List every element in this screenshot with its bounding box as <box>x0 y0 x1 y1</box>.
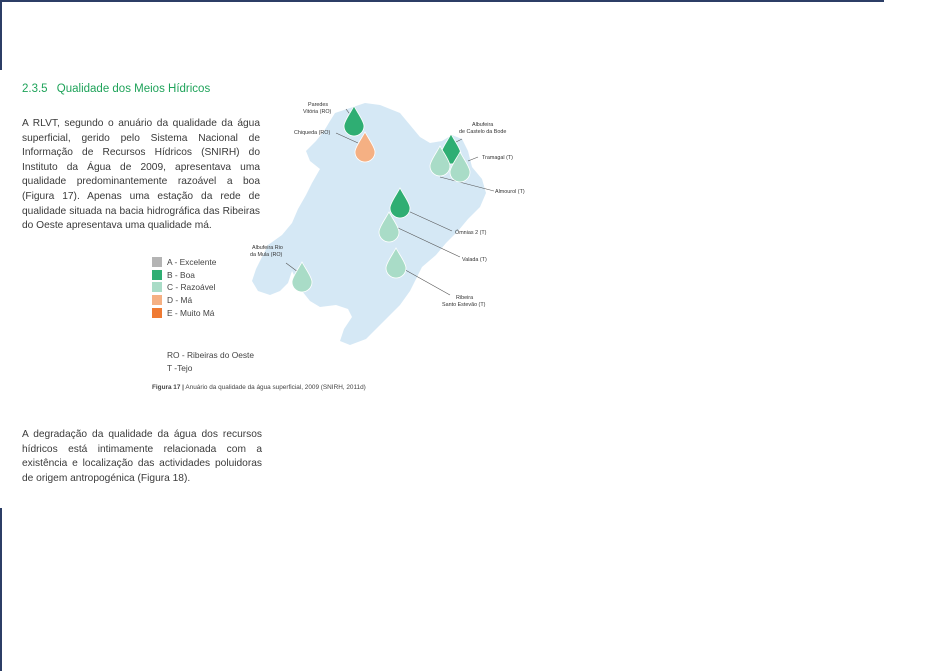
station-label-tramagal: Tramagal (T) <box>482 155 513 161</box>
figure-number: Figura 17 | <box>152 384 184 391</box>
legend-swatch <box>152 308 162 318</box>
station-label-castelo-bode: Albufeira de Castelo da Bode <box>459 122 507 135</box>
legend-swatch <box>152 257 162 267</box>
caption-text: Anuário da qualidade da água superficial, 2009 (SNIRH, 2011d) <box>185 384 366 391</box>
legend-swatch <box>152 295 162 305</box>
station-label-almourol: Almourol (T) <box>495 189 525 195</box>
legend-label: E - Muito Má <box>167 307 215 318</box>
abbreviations-list <box>167 349 254 375</box>
legend-swatch <box>152 282 162 292</box>
section-heading <box>22 83 210 95</box>
legend-label: A - Excelente <box>167 257 217 268</box>
abbreviation-t: T -Tejo <box>167 362 193 373</box>
station-label-valada: Valada (T) <box>462 257 487 263</box>
section-title: Qualidade dos Meios Hídricos <box>56 83 211 95</box>
abbreviation-ro: RO - Ribeiras do Oeste <box>167 350 255 360</box>
legend-swatch <box>152 270 162 280</box>
legend-label: D - Má <box>167 295 193 306</box>
station-label-paredes: Paredes Vitória (RO) <box>303 102 332 115</box>
water-quality-map <box>240 95 540 355</box>
legend-item <box>152 269 216 282</box>
legend-label: B - Boa <box>167 269 195 280</box>
body-paragraph-2: A degradação da qualidade da água dos recursos hídricos está intimamente relacionada com a existência e localização das actividades poluidoras de origem antropogénica (Figura 18). <box>22 429 262 484</box>
legend-item <box>152 256 216 269</box>
station-label-chiqueda: Chiqueda (RO) <box>294 130 331 136</box>
figure-caption <box>152 384 366 391</box>
body-paragraph-1: A RLVT, segundo o anuário da qualidade da água superficial, gerido pelo Sistema Nacional de Informação de Recursos Hídricos (SNIRH) do Instituto da Água de 2009, apresentava uma qualidade predominantemente razoável a boa (Figura 17). Apenas uma estação da rede de qualidade situada na bacia hidrográfica das Ribeiras do Oeste apresentava uma qualidade má. <box>22 118 260 232</box>
legend-label: C - Razoável <box>167 282 216 293</box>
legend-item <box>152 281 216 294</box>
station-label-omnias: Ómnias 2 (T) <box>455 230 487 236</box>
station-label-santo-estevao: Ribeira Santo Estevão (T) <box>442 295 486 308</box>
legend-item <box>152 306 216 319</box>
legend-item <box>152 294 216 307</box>
section-number: 2.3.5 <box>22 83 48 95</box>
quality-legend <box>152 256 216 319</box>
station-label-rio-mula: Albufeira Rio da Mula (RO) <box>250 245 283 258</box>
window-left-border-lower <box>0 508 2 671</box>
